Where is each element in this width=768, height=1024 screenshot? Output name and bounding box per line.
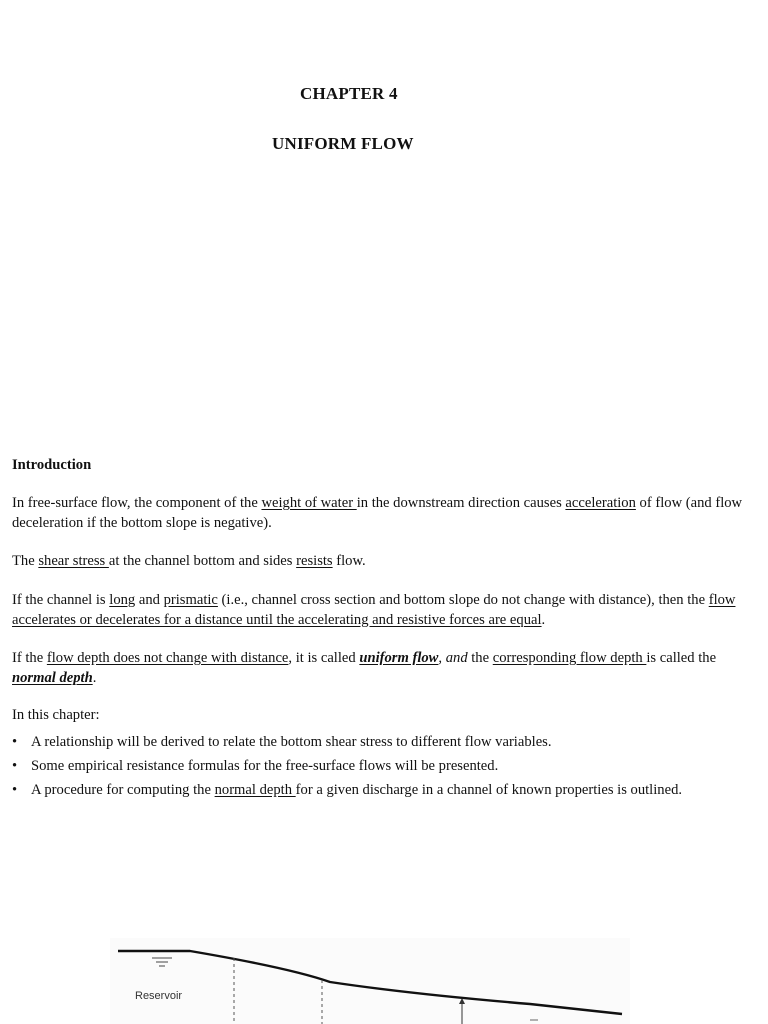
list-item bbox=[12, 730, 762, 754]
chapter-number: CHAPTER 4 bbox=[300, 84, 398, 103]
text: and bbox=[135, 592, 164, 608]
underlined-term: normal depth bbox=[214, 782, 296, 798]
reservoir-label: Reservoir bbox=[135, 990, 183, 1002]
underlined-term: corresponding flow depth bbox=[492, 650, 647, 666]
paragraph-prismatic-channel bbox=[12, 591, 756, 630]
text: . bbox=[92, 669, 97, 686]
flow-profile-diagram bbox=[110, 938, 630, 1024]
underlined-term: flow depth does not change with distance bbox=[46, 650, 289, 666]
bullet-icon: • bbox=[12, 734, 18, 750]
list-item-text: A relationship will be derived to relate the bottom shear stress to different flow variables. bbox=[31, 734, 552, 750]
chapter-title: UNIFORM FLOW bbox=[272, 134, 414, 153]
key-term-normal-depth: normal depth bbox=[12, 669, 93, 686]
text: is called the bbox=[646, 650, 717, 666]
underlined-term: prismatic bbox=[163, 592, 218, 608]
bullet-icon: • bbox=[12, 758, 18, 774]
list-item bbox=[12, 754, 762, 778]
section-heading-introduction: Introduction bbox=[12, 457, 92, 473]
underlined-term: shear stress bbox=[38, 553, 109, 569]
text: , it is called bbox=[288, 650, 360, 666]
underlined-term: acceleration bbox=[565, 495, 636, 511]
text: , and bbox=[438, 650, 468, 666]
text: If the bbox=[12, 650, 47, 666]
underlined-term: flow accelerates or decelerates for a distance until the accelerating and resistive forces are equal bbox=[12, 592, 736, 628]
list-item bbox=[12, 778, 762, 802]
text: A procedure for computing the bbox=[31, 782, 215, 798]
list-item-text: Some empirical resistance formulas for the free-surface flows will be presented. bbox=[31, 758, 499, 774]
water-surface-line bbox=[118, 951, 622, 1014]
text: The bbox=[12, 553, 39, 569]
text: In free-surface flow, the component of the bbox=[12, 495, 262, 511]
text: of flow (and flow deceleration if the bottom slope is negative). bbox=[12, 495, 743, 531]
text: If the channel is bbox=[12, 592, 110, 608]
text: in the downstream direction causes bbox=[356, 495, 566, 511]
paragraph-gravity-component bbox=[12, 494, 756, 533]
chapter-outline-list bbox=[12, 730, 762, 802]
text: . bbox=[541, 611, 546, 628]
reservoir-channel-figure bbox=[110, 938, 630, 1024]
text: the bbox=[467, 650, 493, 666]
key-term-uniform-flow: uniform flow bbox=[359, 650, 439, 666]
text: at the channel bottom and sides bbox=[108, 553, 297, 569]
text: for a given discharge in a channel of known properties is outlined. bbox=[295, 782, 683, 798]
bullet-icon: • bbox=[12, 782, 18, 798]
text: flow. bbox=[332, 553, 366, 569]
underlined-term: weight of water bbox=[261, 495, 357, 511]
paragraph-chapter-outline-intro: In this chapter: bbox=[12, 707, 100, 723]
paragraph-uniform-flow-definition bbox=[12, 649, 756, 688]
underlined-term: long bbox=[109, 592, 136, 608]
text: (i.e., channel cross section and bottom slope do not change with distance), then the bbox=[217, 592, 709, 608]
underlined-term: resists bbox=[296, 553, 333, 569]
paragraph-shear-stress bbox=[12, 552, 756, 572]
